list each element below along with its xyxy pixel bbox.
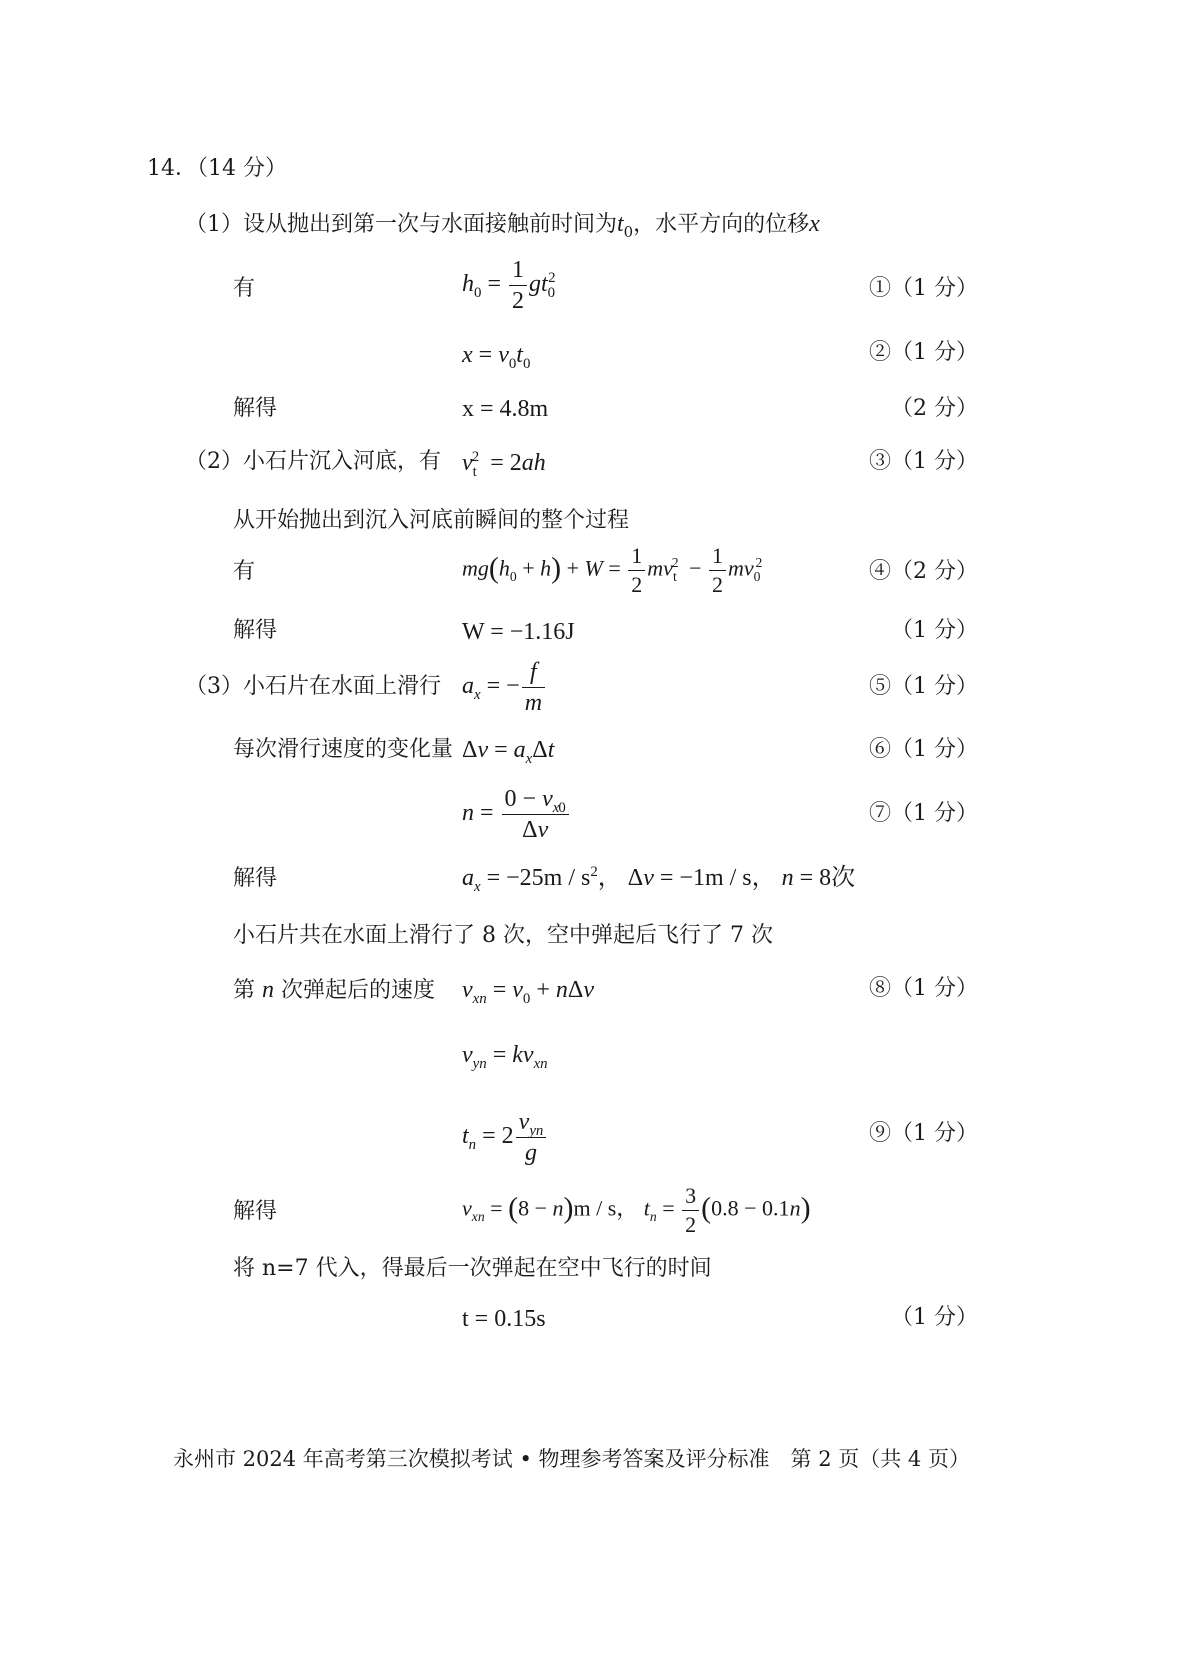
- equation-9: $t_n = 2$ $\frac{v_{yn}}{g}$: [462, 1110, 548, 1165]
- x-symbol: x: [809, 211, 820, 237]
- part1-intro-mid: ，水平方向的位移: [633, 212, 810, 237]
- part2-intro: （2）小石片沉入河底，有: [185, 449, 441, 474]
- equation-2-mark: ②（1 分）: [869, 340, 978, 365]
- equation-3-mark: ③（1 分）: [869, 449, 978, 474]
- problem-header: 14．（14 分）: [147, 156, 287, 181]
- part3-solve2-label: 解得: [233, 1199, 278, 1224]
- part1-result: x = 4.8m: [462, 396, 549, 422]
- part3-delta-label: 每次滑行速度的变化量: [233, 737, 454, 762]
- t0-symbol: $t_0$: [617, 211, 634, 241]
- nth-label-post: 次弹起后的速度: [281, 978, 436, 1003]
- part3-summary: 小石片共在水面上滑行了 8 次，空中弹起后飞行了 7 次: [233, 923, 773, 948]
- nth-label-pre: 第: [233, 978, 256, 1003]
- part3-final-result: t = 0.15s: [462, 1306, 546, 1332]
- equation-1: $h_0$ = $\frac{1}{2}$ $gt_0^2$: [462, 257, 556, 314]
- part1-result-score: （2 分）: [891, 396, 978, 421]
- equation-7: n = $\frac{0 - v_{x0}}{\Delta v}$: [462, 787, 571, 842]
- part3-nth-label: [233, 978, 435, 1002]
- part1-intro-pre: （1）设从抛出到第一次与水面接触前时间为: [185, 212, 617, 237]
- part2-result-score: （1 分）: [891, 618, 978, 643]
- part3-intro: （3）小石片在水面上滑行: [185, 674, 441, 699]
- nth-label-var: n: [262, 977, 275, 1003]
- part2-solve-label: 解得: [233, 618, 278, 643]
- equation-vyn: $v_{yn} = kv_{xn}$: [462, 1042, 548, 1072]
- equation-8: $v_{xn} = v_0 + n\Delta v$: [462, 977, 594, 1007]
- part3-final-score: （1 分）: [891, 1305, 978, 1330]
- part2-result: W = −1.16J: [462, 619, 575, 645]
- equation-9-mark: ⑨（1 分）: [869, 1121, 978, 1146]
- equation-6-mark: ⑥（1 分）: [869, 737, 978, 762]
- part3-solve1-label: 解得: [233, 866, 278, 891]
- equation-2: $x = v_0t_0$: [462, 342, 531, 372]
- part1-solve-label: 解得: [233, 396, 278, 421]
- part1-have-label: 有: [233, 276, 256, 301]
- part3-result1: $a_x = -25m / s^2$， Δv = −1m / s， n = 8次: [462, 864, 856, 895]
- part2-have-label: 有: [233, 559, 256, 584]
- part3-result2: $v_{xn} = (8 - n)m / s$， $t_n$ = $\frac{3}{2}$ (0.8 − 0.1n): [462, 1183, 811, 1237]
- equation-4-mark: ④（2 分）: [869, 559, 978, 584]
- equation-1-mark: ①（1 分）: [869, 276, 978, 301]
- equation-5-mark: ⑤（1 分）: [869, 674, 978, 699]
- equation-3: $v_t^2 = 2ah$: [462, 449, 546, 480]
- part1-intro: [185, 211, 820, 241]
- equation-8-mark: ⑧（1 分）: [869, 976, 978, 1001]
- part2-process-text: 从开始抛出到沉入河底前瞬间的整个过程: [233, 508, 630, 533]
- part3-substitute-text: 将 n=7 代入，得最后一次弹起在空中飞行的时间: [233, 1256, 712, 1281]
- page-footer: 永州市 2024 年高考第三次模拟考试 • 物理参考答案及评分标准 第 2 页（共 4 页）: [173, 1447, 970, 1471]
- equation-6: $\Delta v = a_x\Delta t$: [462, 737, 555, 767]
- equation-5: $a_x$ = − $\frac{f}{m}$: [462, 660, 547, 715]
- equation-4: $mg(h_0 + h) + W$ = $\frac{1}{2}$ $mv_t^2$ − $\frac{1}{2}$ $mv_0^2$: [462, 543, 763, 597]
- equation-7-mark: ⑦（1 分）: [869, 801, 978, 826]
